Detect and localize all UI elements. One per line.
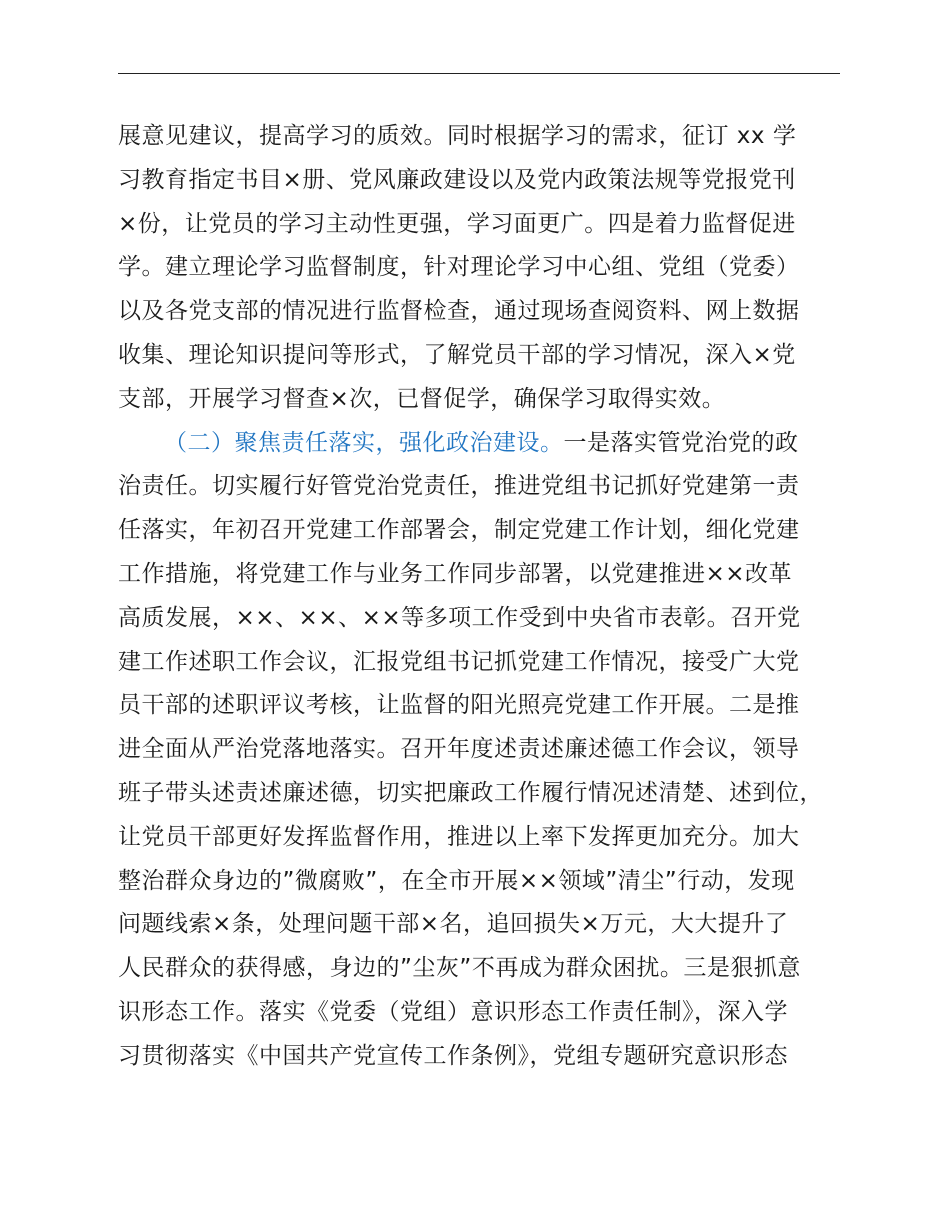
text-line: ×份，让党员的学习主动性更强，学习面更广。四是着力监督促进 [118,210,796,237]
text-line: 收集、理论知识提问等形式，了解党员干部的学习情况，深入×党 [118,341,796,368]
text-line: 员干部的述职评议考核，让监督的阳光照亮党建工作开展。二是推 [118,692,800,719]
text-line: 工作措施，将党建工作与业务工作同步部署，以党建推进××改革 [118,560,793,587]
text-line: 高质发展，××、××、××等多项工作受到中央省市表彰。召开党 [118,604,801,631]
text-line: 治责任。切实履行好管党治党责任，推进党组书记抓好党建第一责 [118,473,800,500]
section-heading-continuation: 一是落实管党治党的政 [563,429,799,456]
text-line: 整治群众身边的”微腐败”，在全市开展××领域”清尘”行动，发现 [118,867,795,894]
text-line: 识形态工作。落实《党委（党组）意识形态工作责任制》，深入学 [118,998,788,1025]
text-line: 习教育指定书目×册、党风廉政建设以及党内政策法规等党报党刊 [118,166,796,193]
header-rule [118,73,840,74]
text-line: 让党员干部更好发挥监督作用，推进以上率下发挥更加充分。加大 [118,823,800,850]
text-line: 以及各党支部的情况进行监督检查，通过现场查阅资料、网上数据 [118,298,800,325]
text-line: 任落实，年初召开党建工作部署会，制定党建工作计划，细化党建 [118,517,800,544]
text-line: 展意见建议，提高学习的质效。同时根据学习的需求，征订 xx 学 [118,123,797,149]
text-line: 进全面从严治党落地落实。召开年度述责述廉述德工作会议，领导 [118,736,800,763]
section-heading: （二）聚焦责任落实，强化政治建设。 [164,429,564,456]
document-body [118,115,843,1079]
text-line: 支部，开展学习督查×次，已督促学，确保学习取得实效。 [118,385,726,412]
text-line: 习贯彻落实《中国共产党宣传工作条例》，党组专题研究意识形态 [118,1042,788,1069]
text-line: 人民群众的获得感，身边的”尘灰”不再成为群众困扰。三是狠抓意 [118,955,801,982]
text-line: 班子带头述责述廉述德，切实把廉政工作履行情况述清楚、述到位， [118,779,823,806]
text-line: 问题线索×条，处理问题干部×名，追回损失×万元，大大提升了 [118,911,789,938]
text-line: 学。建立理论学习监督制度，针对理论学习中心组、党组（党委） [118,254,800,281]
text-line: 建工作述职工作会议，汇报党组书记抓党建工作情况，接受广大党 [118,648,800,675]
section-heading-line [118,422,843,466]
